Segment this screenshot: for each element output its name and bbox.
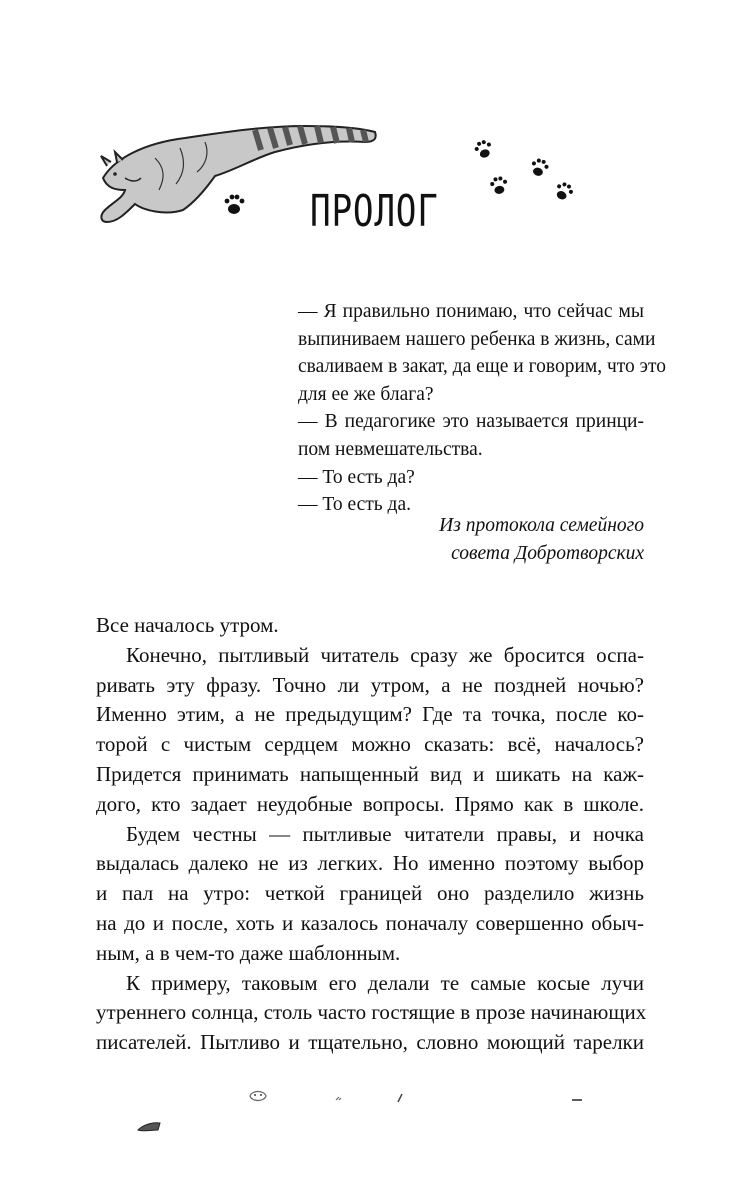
body-line: писателей. Пытливо и тщательно, словно моющий тарелки (96, 1030, 644, 1055)
body-line: утреннего солнца, столь часто гостящие в прозе начинающих (96, 1000, 647, 1025)
body-line: Будем честны — пытливые читатели правы, и ночка (126, 821, 644, 846)
body-line: выдалась далеко не из легких. Но именно поэтому выбор (96, 851, 644, 876)
body-line: дого, кто задает неудобные вопросы. Прямо как в школе. (96, 791, 644, 816)
epigraph-line: для ее же блага? (298, 383, 434, 405)
chapter-title: ПРОЛОГ (310, 186, 439, 237)
body-line: Именно этим, а не предыдущим? Где та точка, после ко- (96, 702, 644, 727)
epigraph-line: пом невмешательства. (298, 438, 483, 460)
epigraph-line: сваливаем в закат, да еще и говорим, что это (298, 356, 667, 378)
body-line: К примеру, таковым его делали те самые косые лучи (126, 970, 644, 995)
footer-ornament-icon (0, 1080, 738, 1140)
epigraph-line: — Я правильно понимаю, что сейчас мы (298, 301, 644, 322)
epigraph-source (298, 512, 644, 567)
epigraph-line: — То есть да. (298, 494, 411, 516)
epigraph-line: — То есть да? (298, 466, 415, 488)
body-text (96, 611, 647, 1058)
epigraph-source-line: совета Добротворских (451, 542, 644, 564)
body-line: Конечно, пытливый читатель сразу же бросится оспа- (126, 642, 644, 667)
epigraph-line: — В педагогике это называется принци- (298, 411, 644, 433)
body-line: Придется принимать напыщенный вид и шикать на каж- (96, 761, 644, 786)
body-line: и пал на утро: четкой границей оно разделило жизнь (96, 881, 644, 906)
body-line: ривать эту фразу. Точно ли утром, а не поздней ночью? (96, 672, 644, 697)
paw-prints-icon (470, 138, 580, 208)
epigraph-source-line: Из протокола семейного (439, 515, 644, 536)
paw-print-icon (222, 192, 246, 218)
body-line: на до и после, хоть и казалось поначалу совершенно обыч- (96, 910, 644, 935)
body-line: Все началось утром. (96, 613, 279, 637)
epigraph (298, 298, 667, 519)
epigraph-line: выпиниваем нашего ребенка в жизнь, сами (298, 328, 656, 350)
body-line: торой с чистым сердцем можно сказать: всё, началось? (96, 732, 644, 757)
body-line: ным, а в чем-то даже шаблонным. (96, 940, 401, 965)
